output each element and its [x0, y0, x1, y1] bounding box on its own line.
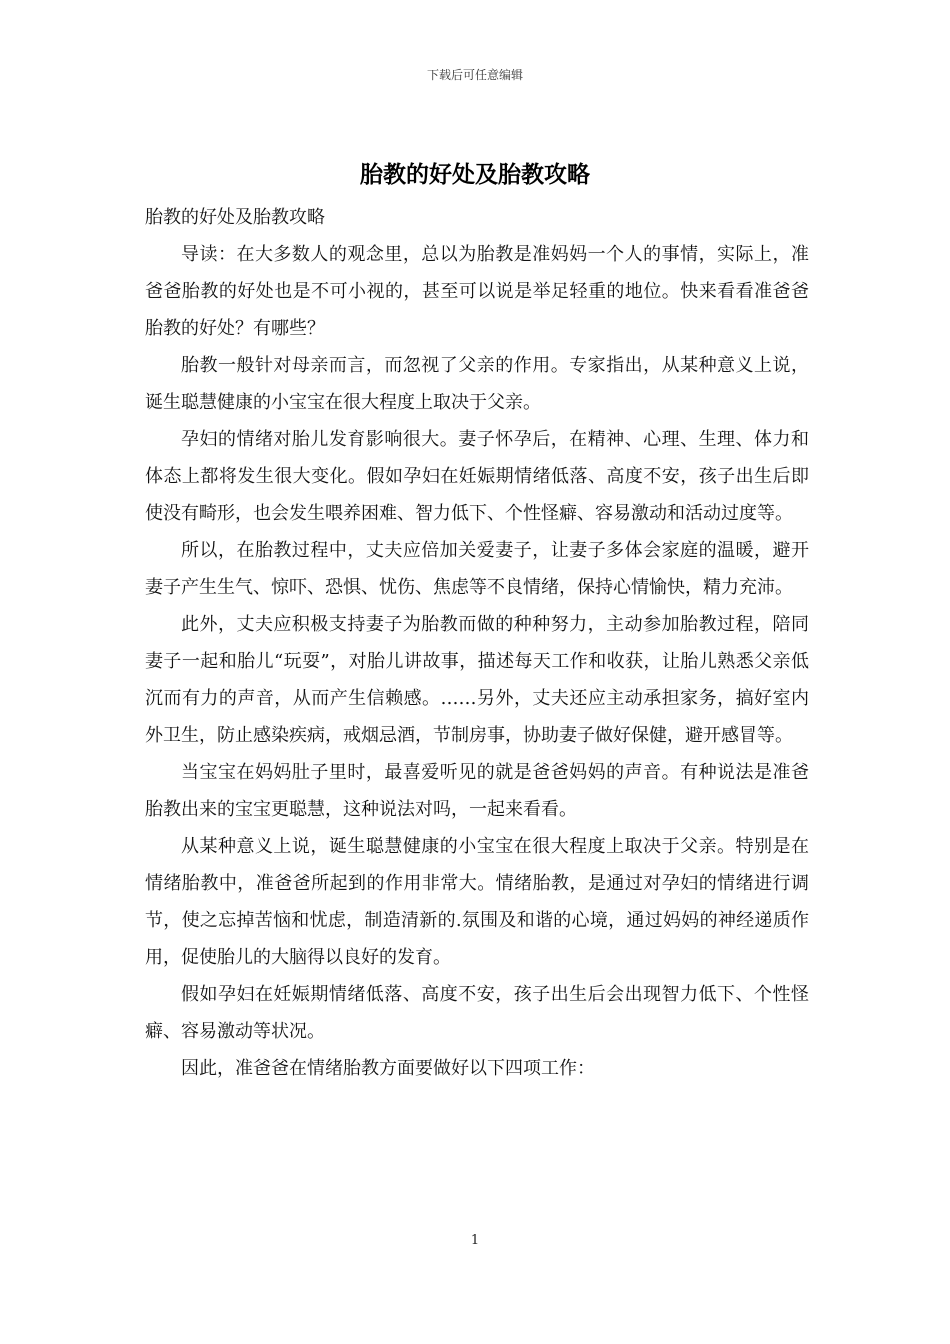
- paragraph: 当宝宝在妈妈肚子里时，最喜爱听见的就是爸爸妈妈的声音。有种说法是准爸胎教出来的宝宝更聪慧，这种说法对吗，一起来看看。: [145, 762, 809, 820]
- header-note: 下载后可任意编辑: [426, 68, 523, 82]
- paragraph: 从某种意义上说，诞生聪慧健康的小宝宝在很大程度上取决于父亲。特别是在情绪胎教中，准爸爸所起到的作用非常大。情绪胎教，是通过对孕妇的情绪进行调节，使之忘掉苦恼和忧虑，制造清新的.氛围及和谐的心境，通过妈妈的神经递质作用，促使胎儿的大脑得以良好的发育。: [145, 836, 809, 968]
- page-number: 1: [470, 1233, 480, 1248]
- paragraph-intro: 导读：在大多数人的观念里，总以为胎教是准妈妈一个人的事情，实际上，准爸爸胎教的好处也是不可小视的，甚至可以说是举足轻重的地位。快来看看准爸爸胎教的好处？有哪些？: [145, 244, 809, 339]
- paragraph: 胎教一般针对母亲而言，而忽视了父亲的作用。专家指出，从某种意义上说，诞生聪慧健康的小宝宝在很大程度上取决于父亲。: [145, 355, 809, 413]
- document-title: 胎教的好处及胎教攻略: [360, 161, 590, 188]
- paragraph: 所以，在胎教过程中，丈夫应倍加关爱妻子，让妻子多体会家庭的温暖，避开妻子产生生气、惊吓、恐惧、忧伤、焦虑等不良情绪，保持心情愉快，精力充沛。: [145, 540, 809, 598]
- paragraph: 孕妇的情绪对胎儿发育影响很大。妻子怀孕后，在精神、心理、生理、体力和体态上都将发生很大变化。假如孕妇在妊娠期情绪低落、高度不安，孩子出生后即使没有畸形，也会发生喂养困难、智力低下、个性怪癖、容易激动和活动过度等。: [145, 429, 809, 524]
- paragraph: 此外，丈夫应积极支持妻子为胎教而做的种种努力，主动参加胎教过程，陪同妻子一起和胎儿“玩耍”，对胎儿讲故事，描述每天工作和收获，让胎儿熟悉父亲低沉而有力的声音，从而产生信赖感。……另外，丈夫还应主动承担家务，搞好室内外卫生，防止感染疾病，戒烟忌酒，节制房事，协助妻子做好保健，避开感冒等。: [145, 614, 809, 746]
- paragraph: 因此，准爸爸在情绪胎教方面要做好以下四项工作：: [181, 1058, 595, 1079]
- document-body: [145, 199, 809, 1087]
- paragraph: 假如孕妇在妊娠期情绪低落、高度不安，孩子出生后会出现智力低下、个性怪癖、容易激动等状况。: [145, 984, 809, 1042]
- body-subtitle: 胎教的好处及胎教攻略: [145, 207, 325, 228]
